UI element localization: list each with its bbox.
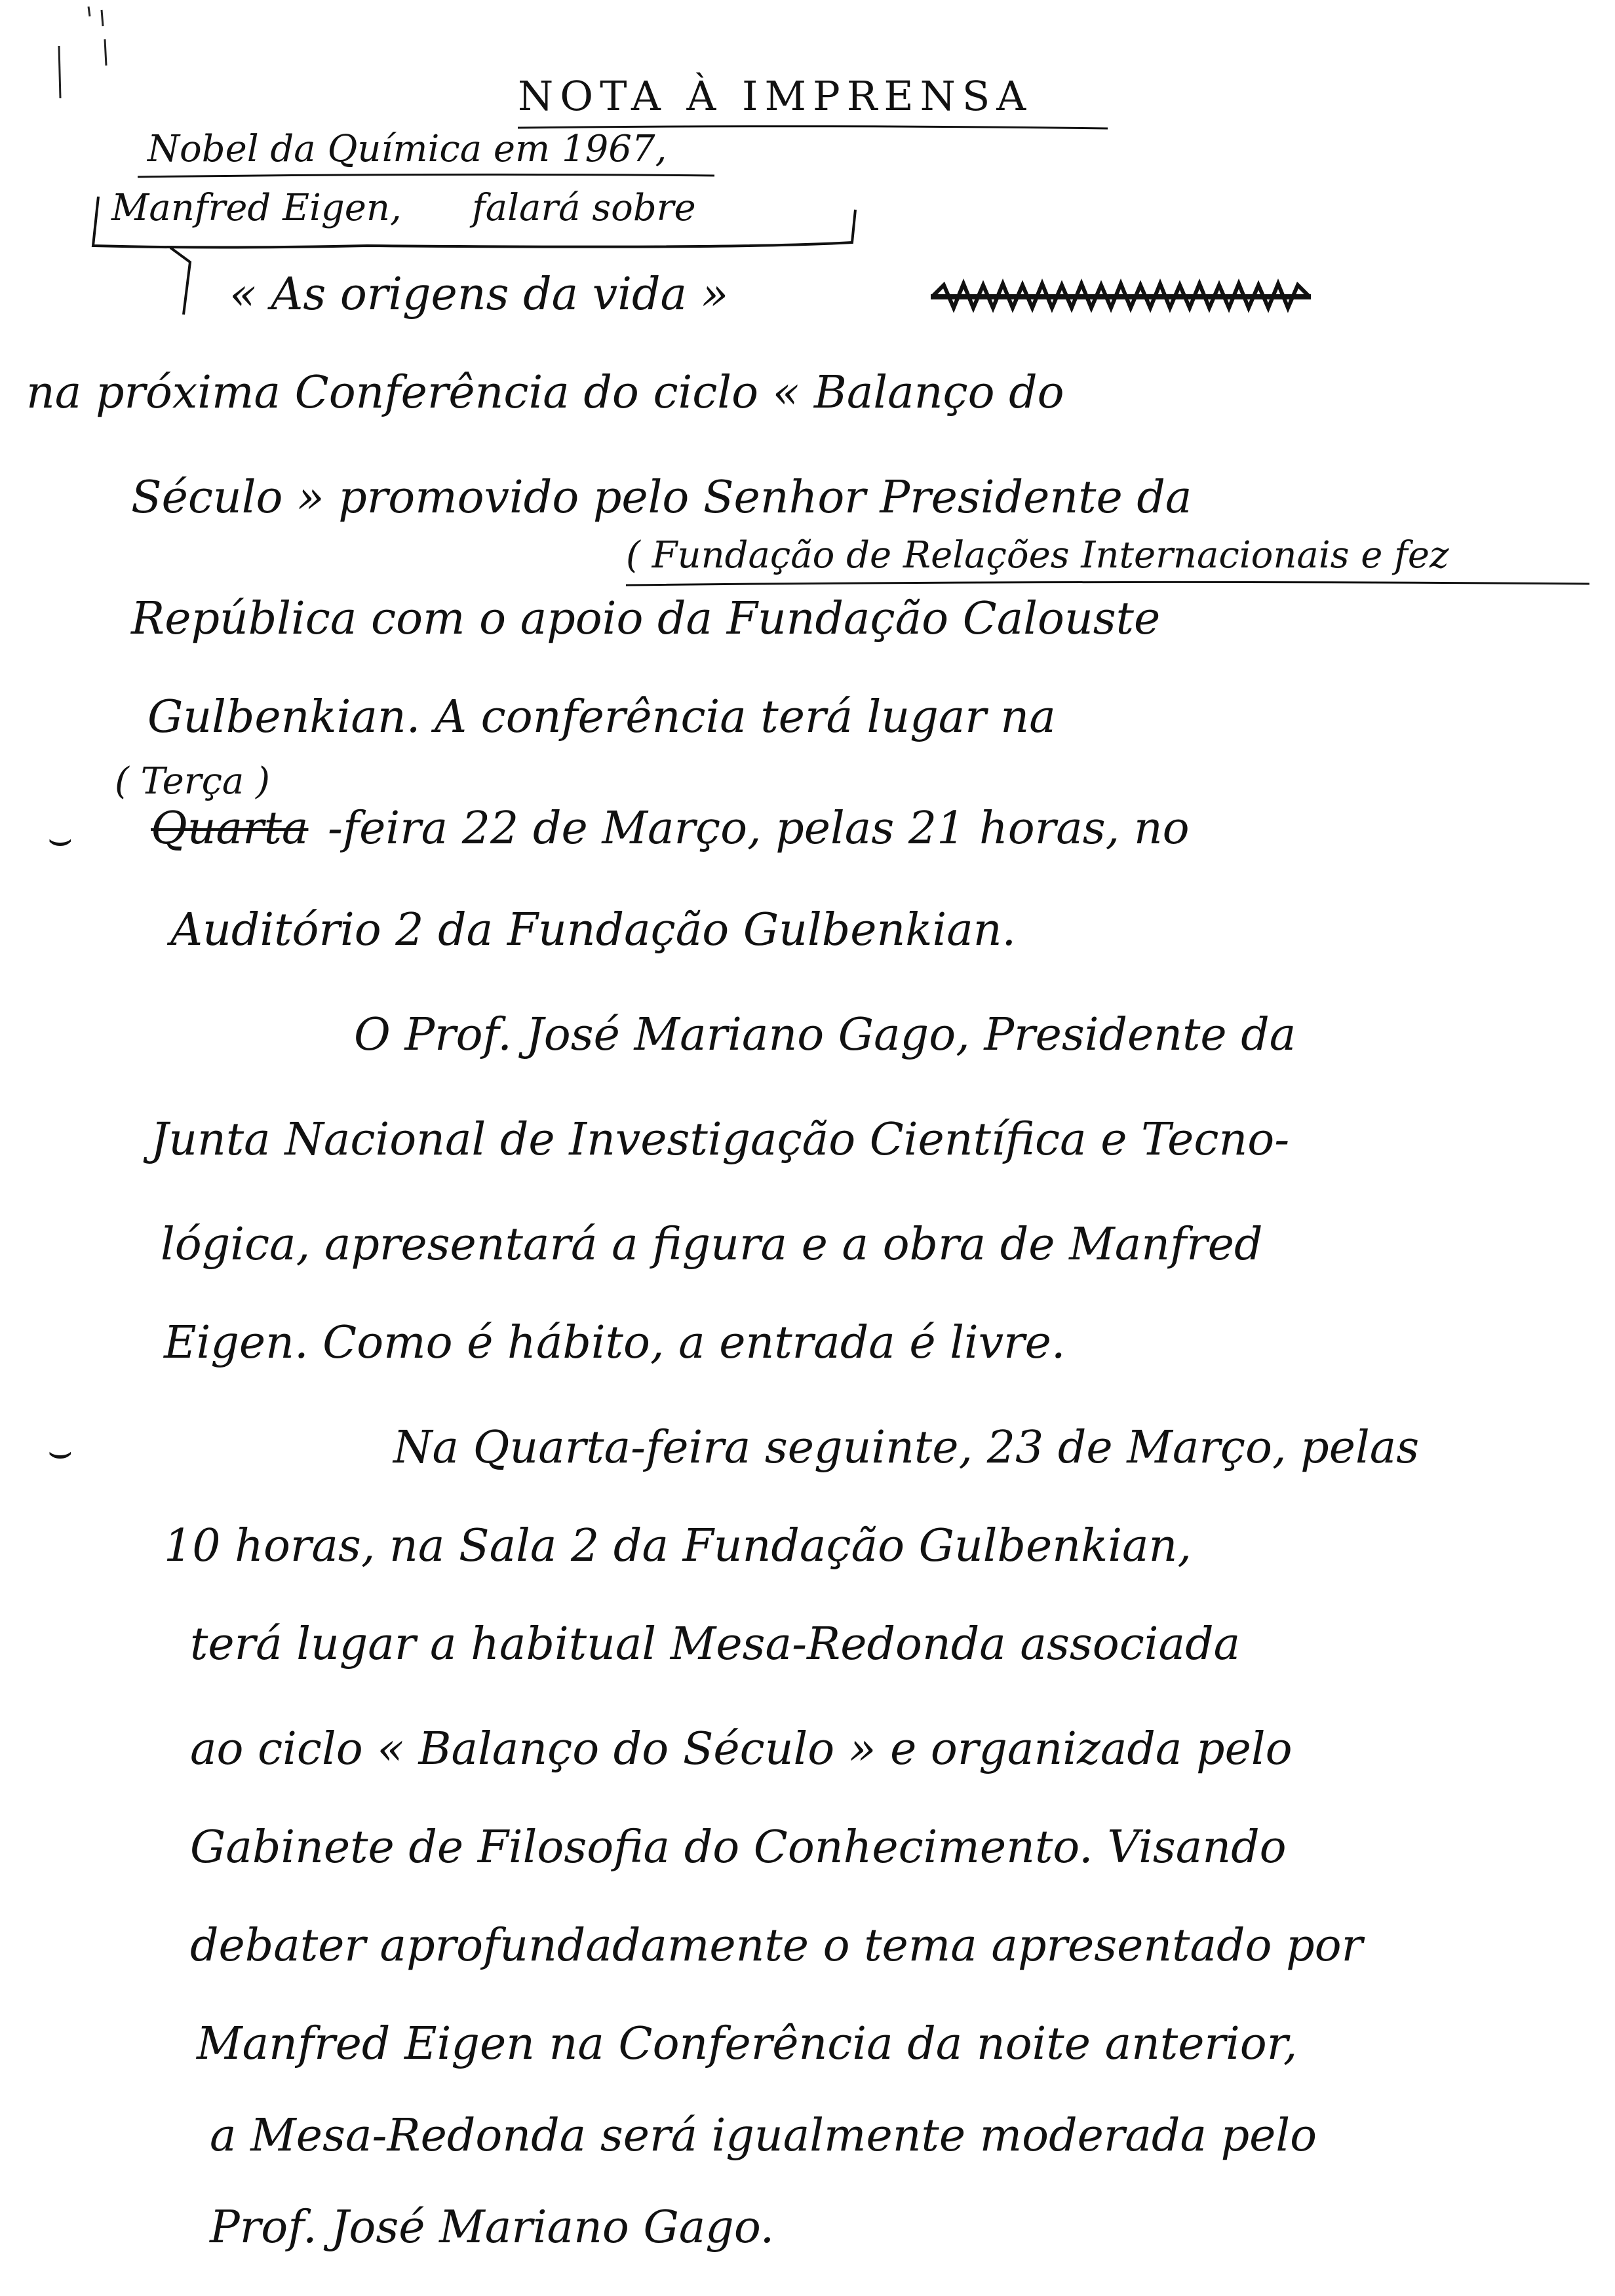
body-line-3: Século » promovido pelo Senhor Presidente da [131,472,1192,524]
paragraph-2-line-1: O Prof. José Mariano Gago, Presidente da [354,1009,1296,1061]
body-line-5: Gulbenkian. A conferência terá lugar na [147,691,1056,743]
body-line-2: na próxima Conferência do ciclo « Balanço do [26,367,1064,419]
paragraph-3-line-5: Gabinete de Filosofia do Conhecimento. Visando [190,1822,1287,1873]
paragraph-2-line-2: Junta Nacional de Investigação Científica e Tecno- [151,1114,1290,1166]
body-line-1: « As origens da vida » [229,269,729,320]
insert-correction-tuesday: ( Terça ) [115,760,270,803]
body-line-4: República com o apoio da Fundação Calouste [131,593,1161,645]
paragraph-3-line-6: debater aprofundadamente o tema apresentado por [190,1920,1363,1972]
body-line-7: Auditório 2 da Fundação Gulbenkian. [170,904,1017,956]
insert-nobel-underline [138,172,728,181]
paragraph-2-line-4: Eigen. Como é hábito, a entrada é livre. [164,1317,1066,1369]
margin-tick-marks [52,0,131,118]
margin-mark-2: ⌣ [47,1428,73,1474]
paragraph-3-line-1: Na Quarta-feira seguinte, 23 de Março, pelas [393,1422,1420,1474]
paragraph-3-line-2: 10 horas, na Sala 2 da Fundação Gulbenkian, [164,1520,1192,1572]
crossed-out-scribble [931,278,1311,315]
paragraph-2-line-3: lógica, apresentará a figura e a obra de Manfred [161,1219,1263,1271]
struck-word: Quarta [151,803,309,854]
body-line-6: -feira 22 de Março, pelas 21 horas, no [328,803,1190,854]
paragraph-3-line-4: ao ciclo « Balanço do Século » e organizada pelo [190,1723,1293,1775]
margin-mark-1: ⌣ [47,816,73,862]
insert-nobel-line: Nobel da Química em 1967, [147,128,667,170]
paragraph-3-line-7: Manfred Eigen na Conferência da noite anterior, [197,2018,1298,2070]
insert-speaks-about: falará sobre [472,187,696,229]
insert-foundation-line: ( Fundação de Relações Internacionais e fez [626,534,1449,577]
document-title: NOTA À IMPRENSA [518,72,1033,120]
insert-author-name: Manfred Eigen, [111,187,402,229]
paragraph-3-line-3: terá lugar a habitual Mesa-Redonda associada [190,1618,1241,1670]
insert-foundation-underline [626,580,1589,589]
paragraph-3-line-9: Prof. José Mariano Gago. [210,2202,775,2253]
paragraph-3-line-8: a Mesa-Redonda será igualmente moderada pelo [210,2110,1317,2162]
